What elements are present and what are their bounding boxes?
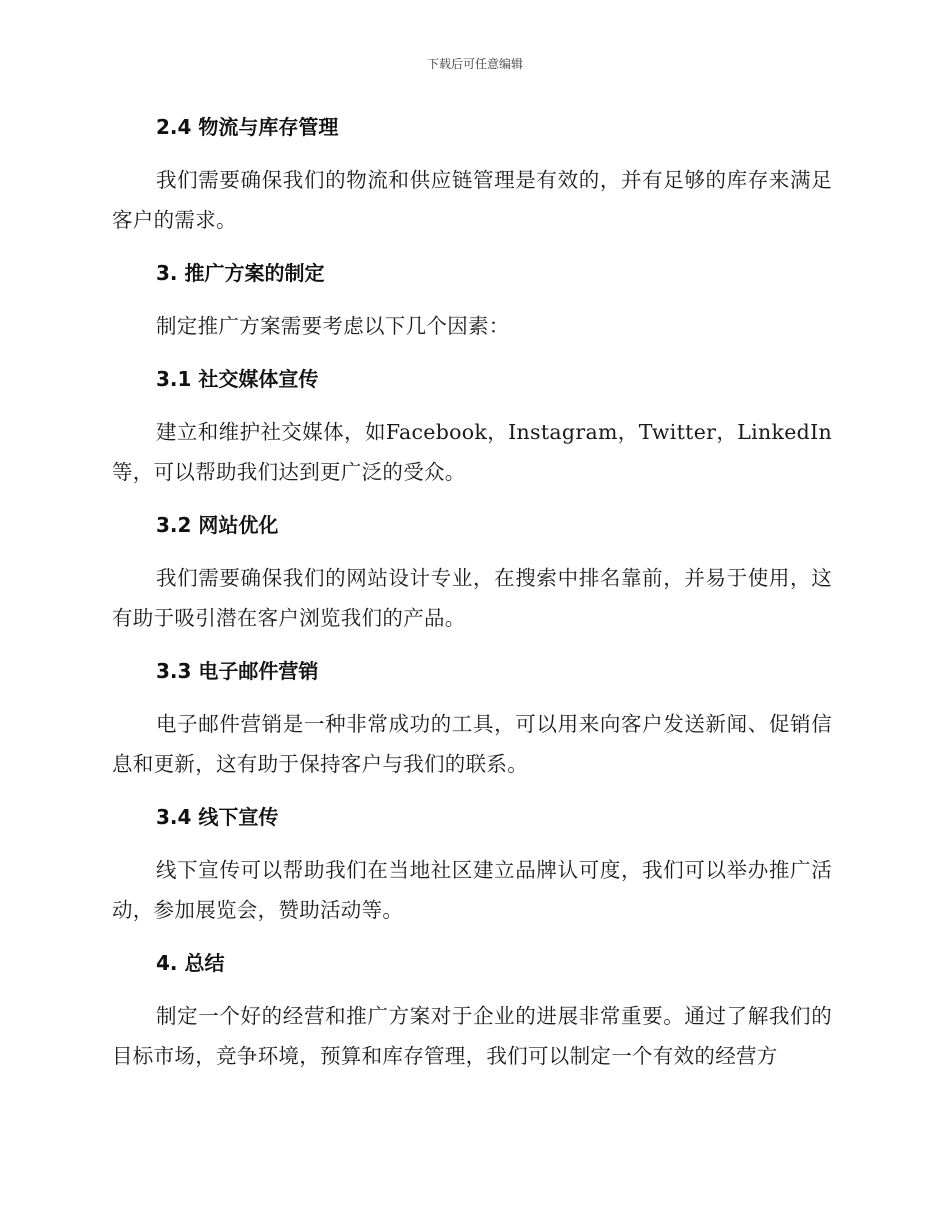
section-heading-3: 3. 推广方案的制定: [156, 261, 325, 285]
paragraph-social-media: 建立和维护社交媒体，如Facebook，Instagram，Twitter，LinkedIn等，可以帮助我们达到更广泛的受众。: [112, 420, 832, 484]
section-heading-3-3: 3.3 电子邮件营销: [156, 659, 319, 683]
section-heading-3-4: 3.4 线下宣传: [156, 805, 279, 829]
document-body: [112, 108, 832, 1090]
paragraph-promotion-intro: 制定推广方案需要考虑以下几个因素：: [156, 314, 510, 338]
paragraph-summary: 制定一个好的经营和推广方案对于企业的进展非常重要。通过了解我们的目标市场，竞争环境，预算和库存管理，我们可以制定一个有效的经营方: [112, 1004, 832, 1068]
section-heading-3-2: 3.2 网站优化: [156, 513, 279, 537]
paragraph-email: 电子邮件营销是一种非常成功的工具，可以用来向客户发送新闻、促销信息和更新，这有助于保持客户与我们的联系。: [112, 712, 832, 776]
section-heading-3-1: 3.1 社交媒体宣传: [156, 367, 319, 391]
page-header: 下载后可任意编辑: [426, 57, 523, 71]
paragraph-logistics: 我们需要确保我们的物流和供应链管理是有效的，并有足够的库存来满足客户的需求。: [112, 168, 832, 232]
section-heading-4: 4. 总结: [156, 951, 225, 975]
section-heading-2-4: 2.4 物流与库存管理: [156, 115, 339, 139]
paragraph-website: 我们需要确保我们的网站设计专业，在搜索中排名靠前，并易于使用，这有助于吸引潜在客户浏览我们的产品。: [112, 566, 832, 630]
paragraph-offline: 线下宣传可以帮助我们在当地社区建立品牌认可度，我们可以举办推广活动，参加展览会，赞助活动等。: [112, 858, 832, 922]
